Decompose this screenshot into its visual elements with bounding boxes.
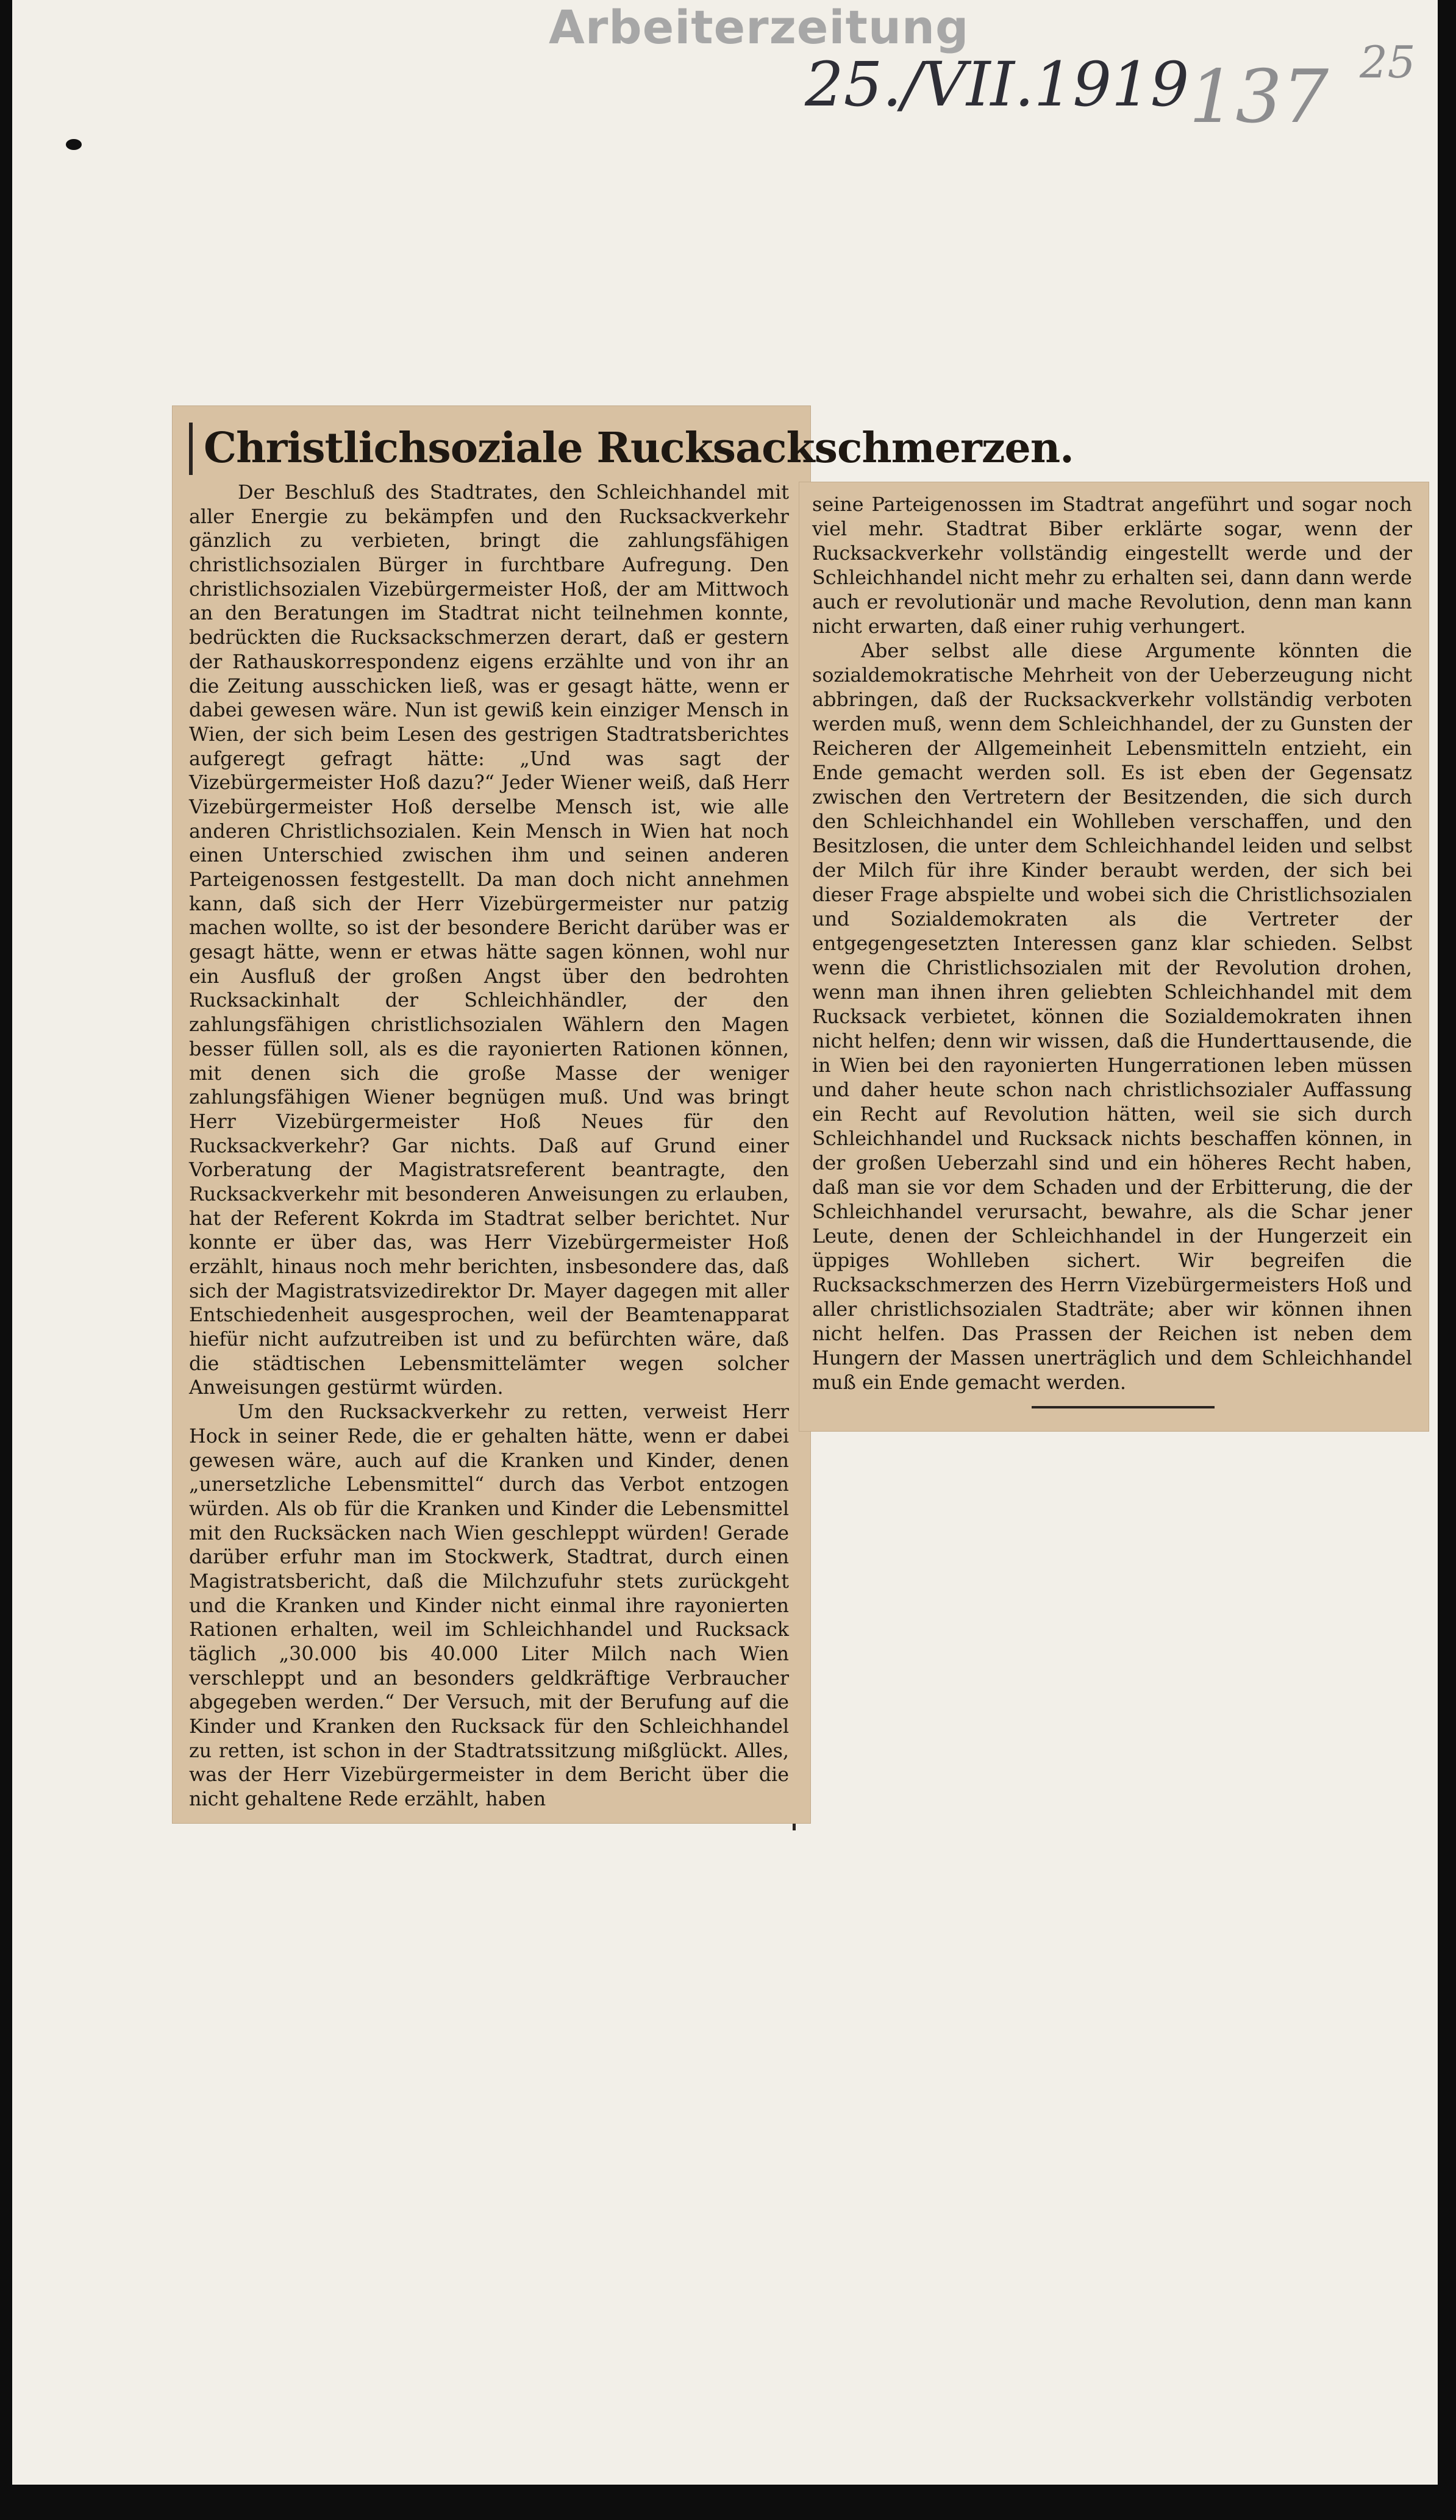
- column-1-body: [189, 481, 789, 1812]
- end-rule: [1032, 1406, 1215, 1408]
- paragraph: Um den Rucksackverkehr zu retten, verweist Herr Hock in seiner Rede, die er gehalten hätte, wenn er dabei gewesen wäre, auch auf die Kranken und Kinder, denen „unersetzliche Lebensmittel“ durch das Verbot entzogen würden. Als ob für die Kranken und Kinder die Lebensmittel mit den Rucksäcken nach Wien geschleppt würden! Gerade darüber erfuhr man im Stockwerk, Stadtrat, durch einen Magistratsbericht, daß die Milchzufuhr stets zurückgeht und die Kranken und Kinder nicht einmal ihre rayonierten Rationen erhalten, weil im Schleichhandel und Rucksack täglich „30.000 bis 40.000 Liter Milch nach Wien verschleppt und an besonders geldkräftige Verbraucher abgegeben werden.“ Der Versuch, mit der Berufung auf die Kinder und Kranken den Rucksack für den Schleichhandel zu retten, ist schon in der Stadtratssitzung mißglückt. Alles, was der Herr Vizebürgermeister in dem Bericht über die nicht gehaltene Rede erzählt, haben: [189, 1401, 789, 1811]
- handwritten-folio: 137: [1189, 55, 1329, 140]
- paragraph: Der Beschluß des Stadtrates, den Schleichhandel mit aller Energie zu bekämpfen und den Rucksackverkehr gänzlich zu verbieten, bringt die zahlungsfähigen christlichsozialen Bürger in furchtbare Aufregung. Den christlichsozialen Vizebürgermeister Hoß, der am Mittwoch an den Beratungen im Stadtrat nicht teilnehmen konnte, bedrückten die Rucksackschmerzen derart, daß er gestern der Rathauskorrespondenz eigens erzählte und von ihr an die Zeitung ausschicken ließ, was er gesagt hätte, wenn er dabei gewesen wäre. Nun ist gewiß kein einziger Mensch in Wien, der sich beim Lesen des gestrigen Stadtratsberichtes aufgeregt gefragt hätte: „Und was sagt der Vizebürgermeister Hoß dazu?“ Jeder Wiener weiß, daß Herr Vizebürgermeister Hoß derselbe Mensch ist, wie alle anderen Christlichsozialen. Kein Mensch in Wien hat noch einen Unterschied zwischen ihm und seinen anderen Parteigenossen festgestellt. Da man doch nicht annehmen kann, daß sich der Herr Vizebürgermeister nur patzig machen wollte, so ist der besondere Bericht darüber was er gesagt hätte, wenn er etwas hätte sagen können, wohl nur ein Ausfluß der großen Angst über den bedrohten Rucksackinhalt der Schleichhändler, der den zahlungsfähigen christlichsozialen Wählern den Magen besser füllen soll, als es die rayonierten Rationen können, mit denen sich die große Masse der weniger zahlungsfähigen Wiener begnügen muß. Und was bringt Herr Vizebürgermeister Hoß Neues für den Rucksackverkehr? Gar nichts. Daß auf Grund einer Vorberatung der Magistratsreferent beantragte, den Rucksackverkehr mit besonderen Anweisungen zu erlauben, hat der Referent Kokrda im Stadtrat selber berichtet. Nur konnte er über das, was Herr Vizebürgermeister Hoß erzählt, hinaus noch mehr berichten, insbesondere das, daß sich der Magistratsvizedirektor Dr. Mayer dagegen mit aller Entschiedenheit ausgesprochen, weil der Beamtenapparat hiefür nicht aufzutreiben ist und zu befürchten wäre, daß die städtischen Lebensmittelämter wegen solcher Anweisungen gestürmt würden.: [189, 482, 789, 1399]
- clipping-column-1: [172, 405, 1074, 1824]
- paragraph: Aber selbst alle diese Argumente könnten die sozialdemokratische Mehrheit von der Ueberzeugung nicht abbringen, daß der Rucksackverkehr vollständig verboten werden muß, wenn dem Schleichhandel, der zu Gunsten der Reicheren der Allgemeinheit Lebensmitteln entzieht, ein Ende gemacht werden soll. Es ist eben der Gegensatz zwischen den Vertretern der Besitzenden, die sich durch den Schleichhandel ein Wohlleben verschaffen, und den Besitzlosen, die unter dem Schleichhandel leiden und selbst der Milch für ihre Kinder beraubt werden, der sich bei dieser Frage abspielte und wobei sich die Christlichsozialen und Sozialdemokraten als die Vertreter der entgegengesetzten Interessen ganz klar schieden. Selbst wenn die Christlichsozialen mit der Revolution drohen, wenn man ihnen ihren geliebten Schleichhandel mit dem Rucksack verbietet, können die Sozialdemokraten ihnen nicht helfen; denn wir wissen, daß die Hunderttausende, die in Wien bei den rayonierten Hungerrationen leben müssen und daher heute schon nach christlichsozialer Auffassung ein Recht auf Revolution hätten, weil sie sich durch Schleichhandel und Rucksack nichts beschaffen können, in der großen Ueberzahl sind und ein höheres Recht haben, daß man sie vor dem Schaden und der Erbitterung, die der Schleichhandel verursacht, bewahre, als die Schar jener Leute, denen der Schleichhandel in der Hungerzeit ein üppiges Wohlleben sichert. Wir begreifen die Rucksackschmerzen des Herrn Vizebürgermeisters Hoß und aller christlichsozialen Stadträte; aber wir können ihnen nicht helfen. Das Prassen der Reichen ist neben dem Hungern der Massen unerträglich und dem Schleichhandel muß ein Ende gemacht werden.: [812, 640, 1412, 1394]
- paragraph: seine Parteigenossen im Stadtrat angeführt und sogar noch viel mehr. Stadtrat Biber erklärte sogar, wenn der Rucksackverkehr vollständig eingestellt werde und der Schleichhandel nicht mehr zu erhalten sei, dann dann werde auch er revolutionär und mache Revolution, denn man kann nicht erwarten, daß einer ruhig verhungert.: [812, 493, 1412, 638]
- article-headline: Christlichsoziale Rucksackschmerzen.: [189, 423, 789, 475]
- archive-sheet: [12, 0, 1438, 2485]
- column-2-body: [812, 493, 1412, 1395]
- clipping-column-2: [799, 482, 1429, 1432]
- newspaper-stamp: Arbeiterzeitung: [549, 0, 969, 54]
- handwritten-page-number: 25: [1360, 37, 1416, 88]
- ink-spot: [66, 139, 82, 150]
- handwritten-date: 25./VII.1919: [805, 49, 1190, 120]
